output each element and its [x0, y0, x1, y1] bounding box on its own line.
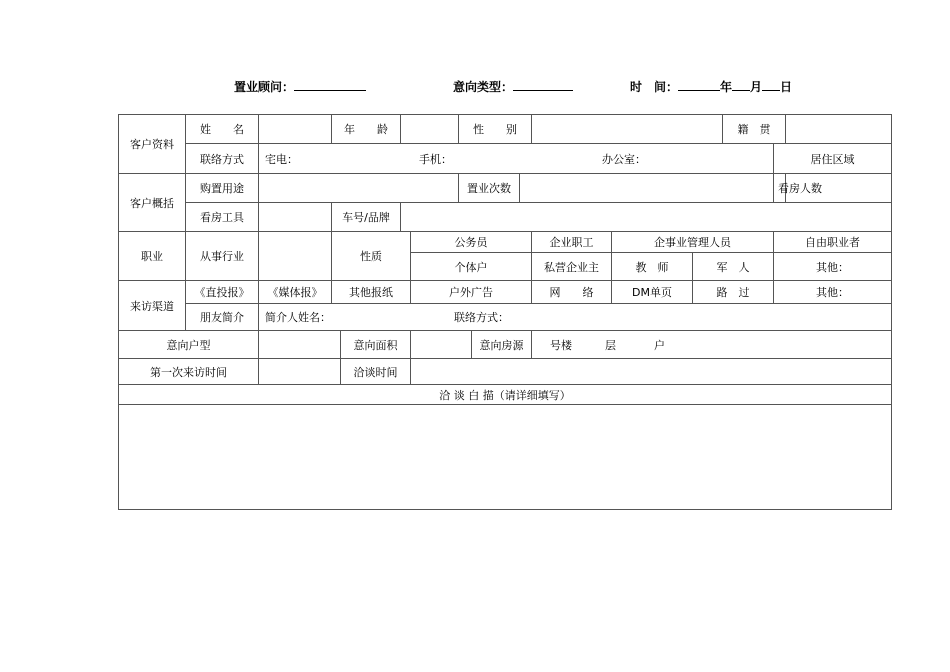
- occupation-other[interactable]: 其他：: [774, 253, 892, 281]
- channel-outdoor[interactable]: 户外广告: [411, 281, 532, 304]
- floor-label: 层: [605, 338, 617, 352]
- purchase-purpose-value[interactable]: [259, 174, 459, 203]
- name-label: 姓 名: [186, 115, 259, 144]
- native-place-value[interactable]: [786, 115, 892, 144]
- channel-dm[interactable]: DM单页: [612, 281, 693, 304]
- home-phone-label: 宅电：: [265, 152, 298, 166]
- channel-other[interactable]: 其他：: [774, 281, 892, 304]
- industry-label: 从事行业: [186, 232, 259, 281]
- purchase-count-label: 置业次数: [459, 174, 520, 203]
- table-row: [119, 359, 892, 385]
- viewing-people-label: 看房人数: [774, 174, 786, 203]
- customer-form-table: [118, 114, 892, 510]
- industry-value[interactable]: [259, 232, 332, 281]
- occupation-soldier[interactable]: 军 人: [693, 253, 774, 281]
- gender-value[interactable]: [532, 115, 723, 144]
- occupation-civil-servant[interactable]: 公务员: [411, 232, 532, 253]
- friend-intro-label: 朋友简介: [186, 304, 259, 331]
- occupation-teacher[interactable]: 教 师: [612, 253, 693, 281]
- negotiation-time-label: 洽谈时间: [341, 359, 411, 385]
- table-row: [119, 232, 892, 253]
- intent-type-label: 意向类型：: [453, 80, 514, 94]
- building-label: 号楼: [550, 338, 573, 352]
- contact-phones[interactable]: [259, 144, 774, 174]
- day-label: 日: [780, 80, 793, 94]
- first-visit-time-label: 第一次来访时间: [119, 359, 259, 385]
- occupation-employee[interactable]: 企业职工: [532, 232, 612, 253]
- gender-label: 性 别: [459, 115, 532, 144]
- consultant-label: 置业顾问：: [234, 80, 295, 94]
- occupation-manager[interactable]: 企事业管理人员: [612, 232, 774, 253]
- table-row: [119, 203, 892, 232]
- name-value[interactable]: [259, 115, 332, 144]
- intent-unit-value[interactable]: [532, 331, 892, 359]
- car-brand-value[interactable]: [401, 203, 892, 232]
- negotiation-time-value[interactable]: [411, 359, 892, 385]
- native-place-label: 籍 贯: [723, 115, 786, 144]
- consultant-blank[interactable]: [294, 78, 366, 91]
- table-row: [119, 281, 892, 304]
- channel-web[interactable]: 网 络: [532, 281, 612, 304]
- mobile-label: 手机：: [419, 152, 452, 166]
- negotiation-notes-area[interactable]: [119, 405, 892, 510]
- channel-zhitou[interactable]: 《直投报》: [186, 281, 259, 304]
- table-row: [119, 405, 892, 510]
- channel-meiti[interactable]: 《媒体报》: [259, 281, 332, 304]
- occupation-freelancer[interactable]: 自由职业者: [774, 232, 892, 253]
- introducer-contact-label: 联络方式：: [454, 311, 509, 324]
- customer-info-label: 客户资料: [119, 115, 186, 174]
- introducer-name-label: 简介人姓名：: [265, 311, 331, 324]
- intent-area-value[interactable]: [411, 331, 472, 359]
- form-header: [0, 78, 950, 98]
- unit-label: 户: [654, 338, 666, 352]
- negotiation-notes-header: 洽 谈 白 描（请详细填写）: [119, 385, 892, 405]
- intent-layout-label: 意向户型: [119, 331, 259, 359]
- table-row: [119, 144, 892, 174]
- introducer-info[interactable]: [259, 304, 892, 331]
- viewing-vehicle-value[interactable]: [259, 203, 332, 232]
- month-label: 月: [750, 80, 763, 94]
- time-field: [630, 78, 792, 95]
- purchase-count-value[interactable]: [520, 174, 774, 203]
- year-blank[interactable]: [678, 78, 720, 91]
- nature-label: 性质: [332, 232, 411, 281]
- customer-overview-label: 客户概括: [119, 174, 186, 232]
- intent-type-blank[interactable]: [513, 78, 573, 91]
- visit-channel-label: 来访渠道: [119, 281, 186, 331]
- consultant-field: [234, 78, 366, 95]
- channel-passby[interactable]: 路 过: [693, 281, 774, 304]
- intent-layout-value[interactable]: [259, 331, 341, 359]
- age-value[interactable]: [401, 115, 459, 144]
- occupation-self-employed[interactable]: 个体户: [411, 253, 532, 281]
- age-label: 年 龄: [332, 115, 401, 144]
- occupation-label: 职业: [119, 232, 186, 281]
- purchase-purpose-label: 购置用途: [186, 174, 259, 203]
- occupation-private-owner[interactable]: 私营企业主: [532, 253, 612, 281]
- first-visit-time-value[interactable]: [259, 359, 341, 385]
- table-row: [119, 304, 892, 331]
- time-label: 时 间：: [630, 80, 679, 94]
- intent-unit-label: 意向房源: [472, 331, 532, 359]
- table-row: [119, 174, 892, 203]
- year-label: 年: [720, 80, 733, 94]
- table-row: [119, 115, 892, 144]
- contact-label: 联络方式: [186, 144, 259, 174]
- month-blank[interactable]: [732, 78, 750, 91]
- intent-type-field: [453, 78, 573, 95]
- office-label: 办公室：: [602, 152, 646, 166]
- day-blank[interactable]: [762, 78, 780, 91]
- residence-area-label: 居住区域: [774, 144, 892, 174]
- viewing-vehicle-label: 看房工具: [186, 203, 259, 232]
- car-brand-label: 车号/品牌: [332, 203, 401, 232]
- table-row: [119, 331, 892, 359]
- channel-other-paper[interactable]: 其他报纸: [332, 281, 411, 304]
- table-row: [119, 385, 892, 405]
- intent-area-label: 意向面积: [341, 331, 411, 359]
